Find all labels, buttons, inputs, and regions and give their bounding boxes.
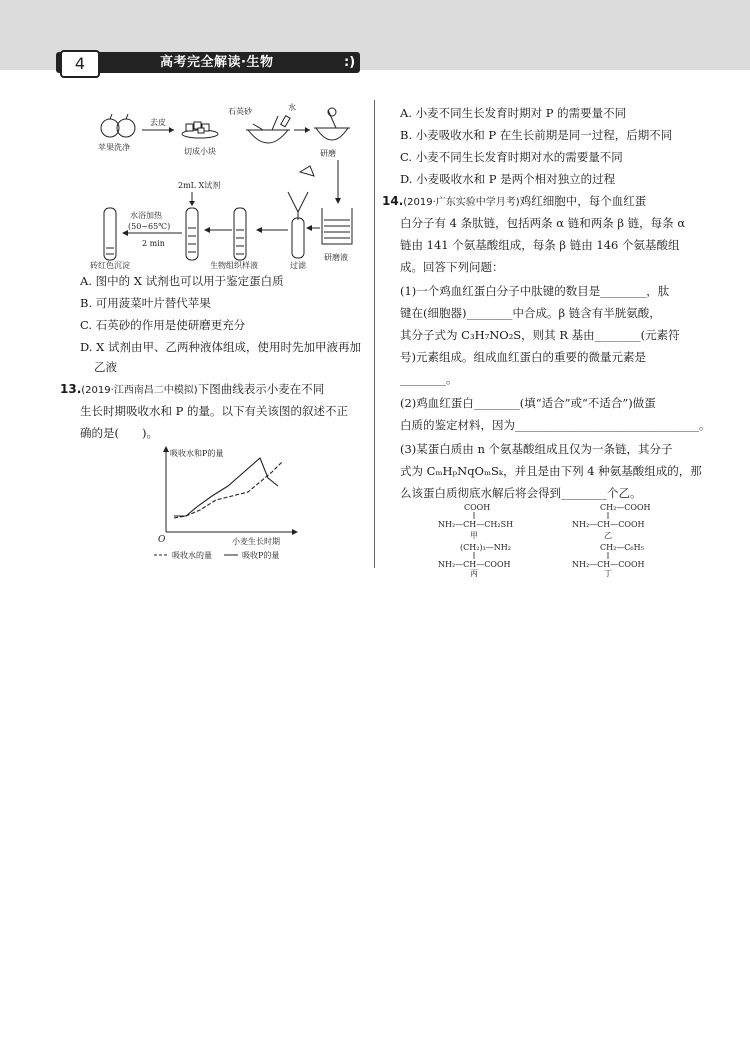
mortar-icon	[246, 116, 290, 143]
q12-option-d-line2: 乙液	[94, 360, 117, 374]
q14-part1-line3: 其分子式为 C₃H₇NO₂S，则其 R 基由________(元素符	[400, 328, 680, 342]
q14-stem-line2: 白分子有 4 条肽链，包括两条 α 链和两条 β 链，每条 α	[400, 216, 686, 230]
label-reagent: 2mL X试剂	[178, 181, 221, 190]
q14-part1-line4: 号)元素组成。组成血红蛋白的重要的微量元素是	[400, 350, 646, 364]
q13-stem-1: 下图曲线表示小麦在不同	[197, 382, 325, 396]
q14-stem-0: 鸡红细胞中，每个血红蛋	[519, 194, 647, 208]
label-cut: 切成小块	[184, 147, 216, 156]
series-water-line	[174, 462, 282, 518]
label-heat-3: 2 min	[142, 239, 165, 248]
apple-pieces-icon	[182, 122, 218, 138]
smiley-icon: :)	[344, 55, 356, 70]
amino-acid-bing	[438, 543, 511, 578]
page-number: 4	[60, 50, 100, 78]
amino-acid-yi	[572, 503, 651, 540]
q14-part1-line1: (1)一个鸡血红蛋白分子中肽键的数目是________，肽	[400, 284, 670, 298]
q13-line-chart	[152, 444, 302, 562]
label-filter: 过滤	[290, 261, 306, 270]
amino-acid-jia	[438, 503, 513, 540]
jia-top: COOH	[464, 503, 491, 512]
reagent-tube-icon	[186, 208, 198, 260]
header-title: 高考完全解读·生物	[160, 55, 274, 70]
y-axis-label: 吸收水和P的量	[170, 449, 224, 458]
q14-number: 14.	[382, 194, 404, 208]
yi-main: NH₂—CH—COOH	[572, 520, 645, 529]
q12-option-d-line1: D. X 试剂由甲、乙两种液体组成，使用时先加甲液再加	[80, 340, 361, 354]
q12-option-a: A. 图中的 X 试剂也可以用于鉴定蛋白质	[80, 274, 284, 288]
label-wash: 苹果洗净	[98, 143, 130, 152]
label-grind: 研磨	[320, 149, 336, 158]
bing-name: 丙	[470, 569, 478, 578]
q14-part2-line1: (2)鸡血红蛋白________(填“适合”或“不适合”)做蛋	[400, 396, 656, 410]
yi-name: 乙	[604, 531, 612, 540]
column-divider	[374, 100, 375, 568]
jia-name: 甲	[470, 531, 478, 540]
result-tube-icon	[104, 208, 116, 260]
legend-water: 吸收水的量	[172, 551, 212, 560]
q14-part1-line5: ________。	[400, 372, 458, 386]
origin-label: O	[158, 535, 166, 545]
q14-part3-line1: (3)某蛋白质由 n 个氨基酸组成且仅为一条链，其分子	[400, 442, 673, 456]
amino-acid-ding	[572, 543, 645, 578]
label-water: 水	[288, 103, 296, 112]
label-grind-liquid: 研磨液	[324, 253, 348, 262]
q12-option-b: B. 可用菠菜叶片替代苹果	[80, 296, 211, 310]
q13-option-d: D. 小麦吸收水和 P 是两个相对独立的过程	[400, 172, 616, 186]
sample-tube-icon	[234, 208, 246, 260]
label-heat-1: 水浴加热	[130, 211, 162, 220]
legend-p: 吸收P的量	[242, 551, 280, 560]
q13-number: 13.	[60, 382, 82, 396]
q14-stem-line3: 链由 141 个氨基酸组成，每条 β 链由 146 个氨基酸组	[400, 238, 680, 252]
x-axis-label: 小麦生长时期	[232, 537, 280, 546]
label-result: 砖红色沉淀	[90, 261, 130, 270]
bing-top: (CH₂)₃—NH₂	[460, 543, 511, 552]
pestle-mortar-icon	[314, 108, 350, 140]
q13-source: (2019·江西南昌二中模拟)	[81, 385, 198, 396]
series-p-line	[174, 458, 278, 516]
q13-option-a: A. 小麦不同生长发育时期对 P 的需要量不同	[400, 106, 627, 120]
label-peel: 去皮	[150, 118, 166, 127]
funnel-icon	[288, 166, 314, 258]
q13-stem-line2: 生长时期吸收水和 P 的量。以下有关该图的叙述不正	[80, 404, 349, 418]
q14-part3-line3: 么该蛋白质彻底水解后将会得到________个乙。	[400, 486, 642, 500]
q14-stem-line1	[382, 192, 646, 212]
label-quartz: 石英砂	[228, 107, 252, 116]
ding-name: 丁	[604, 569, 612, 578]
label-heat-2: (50~65℃)	[128, 222, 171, 231]
q13-option-c: C. 小麦不同生长发育时期对水的需要量不同	[400, 150, 623, 164]
apple-icon	[101, 114, 135, 137]
bing-main: NH₂—CH—COOH	[438, 560, 511, 569]
q14-stem-line4: 成。回答下列问题：	[400, 260, 504, 274]
experiment-diagram	[88, 100, 368, 272]
q12-option-c: C. 石英砂的作用是使研磨更充分	[80, 318, 246, 332]
amino-acid-structures	[434, 500, 694, 578]
beaker-icon	[322, 208, 352, 244]
ding-top: CH₂—C₆H₅	[600, 543, 644, 552]
q14-part2-line2: 白质的鉴定材料，因为________________________________。	[400, 418, 711, 432]
yi-top: CH₂—COOH	[600, 503, 651, 512]
q13-stem-line3: 确的是( )。	[80, 426, 158, 440]
q13-option-b: B. 小麦吸收水和 P 在生长前期是同一过程，后期不同	[400, 128, 673, 142]
label-sample: 生物组织样液	[210, 261, 258, 270]
q14-part1-line2: 键在(细胞器)________中合成。β 链含有半胱氨酸，	[400, 306, 661, 320]
q14-source: (2019·广东实验中学月考)	[403, 197, 520, 208]
q14-part3-line2: 式为 CₘHₚNqOₘSₖ，并且是由下列 4 种氨基酸组成的，那	[400, 464, 702, 478]
q13-stem-line1	[60, 380, 324, 400]
ding-main: NH₂—CH—COOH	[572, 560, 645, 569]
jia-main: NH₂—CH—CH₂SH	[438, 520, 514, 529]
